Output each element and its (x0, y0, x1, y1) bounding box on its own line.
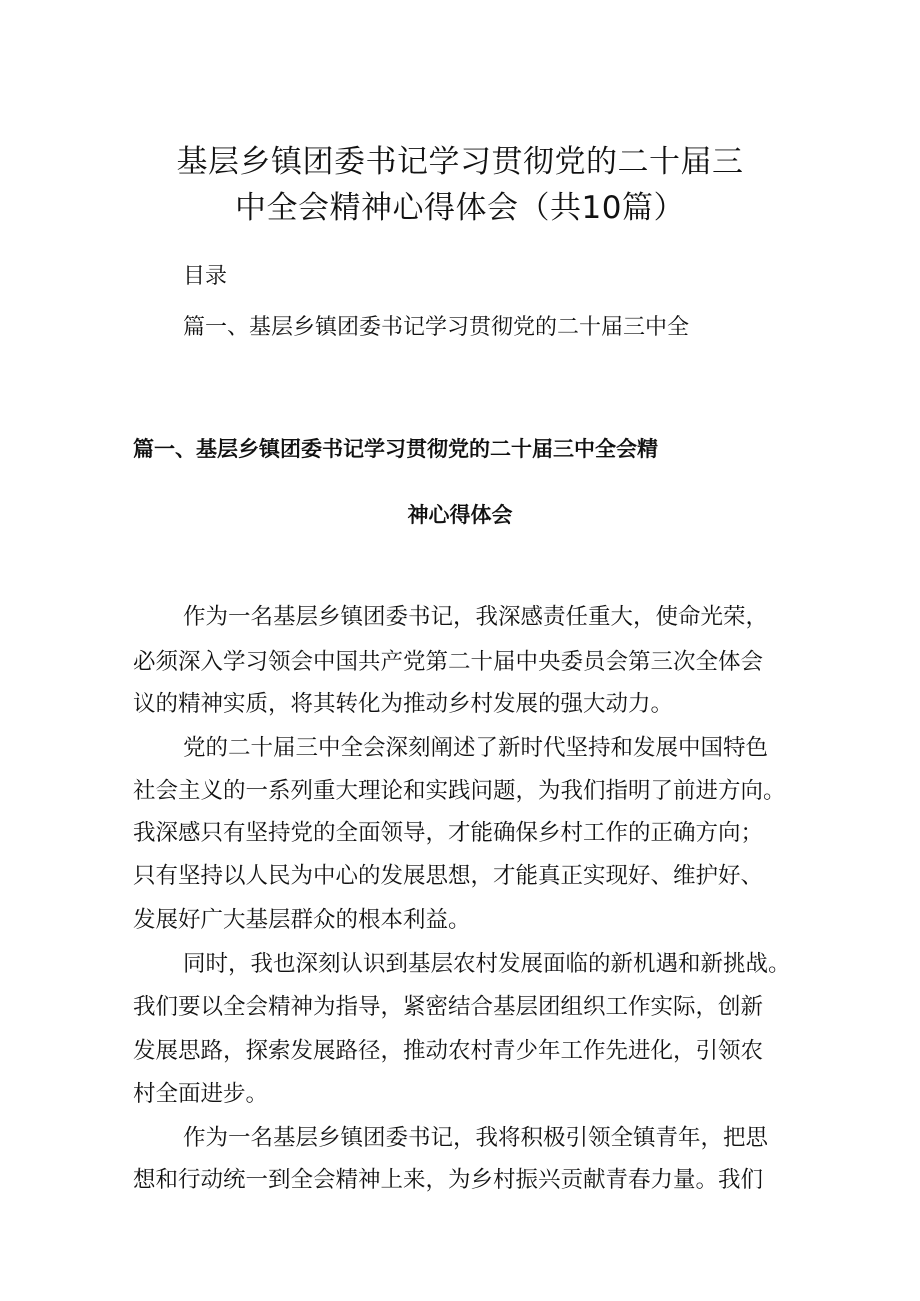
body-line: 同时，我也深刻认识到基层农村发展面临的新机遇和新挑战。 (183, 951, 791, 977)
section-heading-line-2: 神心得体会 (407, 503, 513, 527)
body-line: 作为一名基层乡镇团委书记，我将积极引领全镇青年，把思 (183, 1125, 769, 1151)
body-line: 发展好广大基层群众的根本利益。 (133, 907, 471, 933)
toc-item[interactable]: 篇一、基层乡镇团委书记学习贯彻党的二十届三中全 (183, 315, 690, 340)
body-line: 只有坚持以人民为中心的发展思想，才能真正实现好、维护好、 (133, 863, 764, 889)
body-line: 作为一名基层乡镇团委书记，我深感责任重大，使命光荣， (183, 604, 769, 630)
body-line: 村全面进步。 (133, 1081, 269, 1107)
body-line: 必须深入学习领会中国共产党第二十届中央委员会第三次全体会 (133, 649, 764, 675)
body-line: 发展思路，探索发展路径，推动农村青少年工作先进化，引领农 (133, 1038, 764, 1064)
toc-label: 目录 (183, 264, 228, 289)
document-title-line-1: 基层乡镇团委书记学习贯彻党的二十届三 (176, 144, 744, 180)
body-line: 党的二十届三中全会深刻阐述了新时代坚持和发展中国特色 (183, 735, 769, 761)
body-line: 社会主义的一系列重大理论和实践问题，为我们指明了前进方向。 (133, 778, 786, 804)
document-title-line-2: 中全会精神心得体会（共10篇） (235, 190, 685, 226)
body-line: 议的精神实质，将其转化为推动乡村发展的强大动力。 (133, 691, 674, 717)
body-line: 想和行动统一到全会精神上来，为乡村振兴贡献青春力量。我们 (133, 1167, 764, 1193)
body-line: 我深感只有坚持党的全面领导，才能确保乡村工作的正确方向； (133, 820, 764, 846)
body-line: 我们要以全会精神为指导，紧密结合基层团组织工作实际，创新 (133, 994, 764, 1020)
section-heading-line-1: 篇一、基层乡镇团委书记学习贯彻党的二十届三中全会精 (133, 437, 658, 461)
